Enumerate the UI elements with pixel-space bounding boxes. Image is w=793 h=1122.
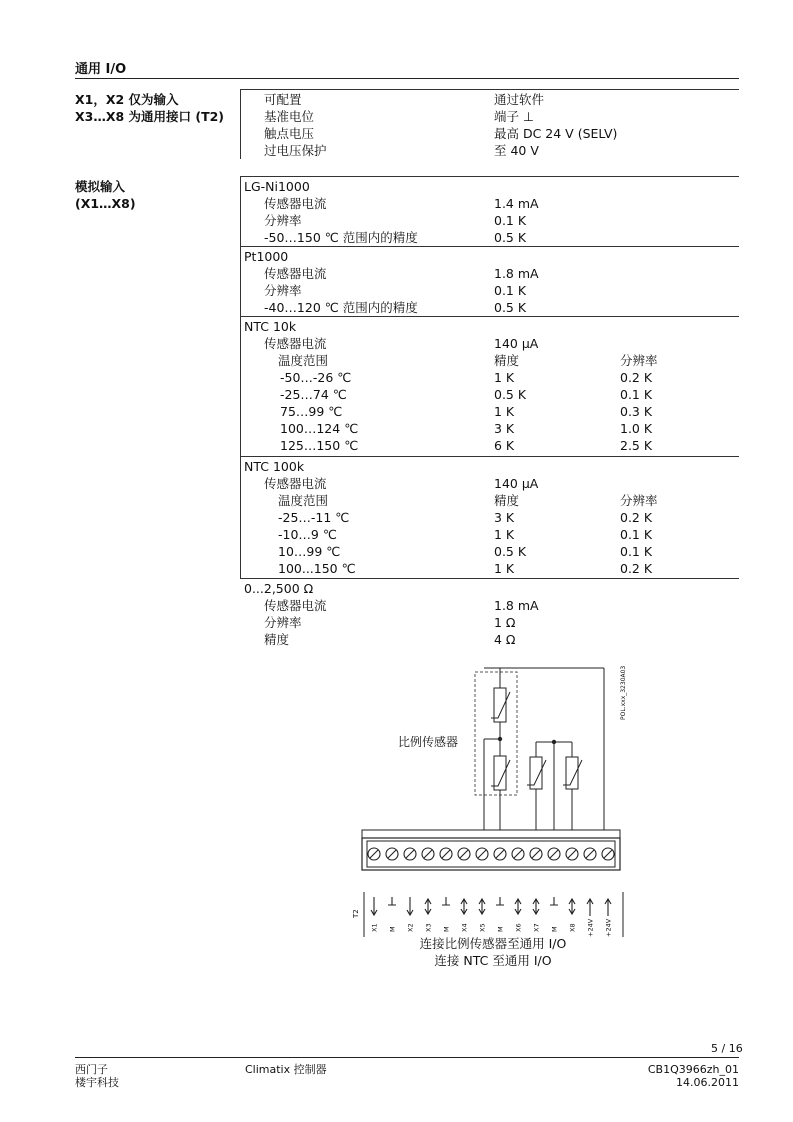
row-value: 140 µA (494, 336, 539, 351)
row-label: -50…150 ℃ 范围内的精度 (264, 230, 418, 245)
t2-label: T2 (352, 909, 360, 918)
table-divider (240, 456, 739, 457)
table-vertical-rule (240, 89, 241, 159)
row-value: 0.5 K (494, 230, 527, 245)
resolution-cell: 0.1 K (620, 544, 653, 559)
column-header: 分辨率 (620, 493, 658, 508)
row-label: 过电压保护 (264, 143, 327, 158)
terminal-screw (566, 848, 578, 860)
terminal-screw (386, 848, 398, 860)
terminal-pin (496, 897, 505, 932)
accuracy-cell: 1 K (494, 527, 515, 542)
terminal-label: M (388, 926, 397, 932)
row-value: 4 Ω (494, 632, 516, 647)
page-number: 5 / 16 (711, 1042, 743, 1055)
sensor-label: 比例传感器 (398, 735, 459, 749)
terminal-label: X3 (424, 923, 433, 932)
terminal-screw (584, 848, 596, 860)
sensor-type-name: LG-Ni1000 (244, 179, 310, 194)
column-header: 温度范围 (278, 353, 329, 368)
company-name (75, 1063, 119, 1089)
row-value: 1.8 mA (494, 266, 539, 281)
sensor-type-name: 0...2,500 Ω (244, 581, 314, 596)
table-divider (240, 176, 739, 177)
row-value: 1.8 mA (494, 598, 539, 613)
terminal-screw (404, 848, 416, 860)
row-label: 精度 (264, 632, 290, 647)
row-label: 触点电压 (264, 126, 315, 141)
page-title: 通用 I/O (75, 62, 127, 77)
terminal-screw (602, 848, 614, 860)
accuracy-cell: 1 K (494, 370, 515, 385)
row-label: 基准电位 (264, 109, 315, 124)
general-io-label-line1: X1，X2 仅为输入 (75, 92, 179, 107)
terminal-label: X8 (568, 923, 577, 932)
range-cell: -25…74 ℃ (280, 387, 347, 402)
terminal-pin (442, 897, 451, 932)
row-value: 0.1 K (494, 213, 527, 228)
footer-divider (75, 1057, 739, 1058)
table-divider (240, 316, 739, 317)
resolution-cell: 0.3 K (620, 404, 653, 419)
wiring-diagram (340, 660, 640, 940)
terminal-label: M (550, 926, 559, 932)
terminal-pin (587, 899, 595, 937)
terminal-screw (422, 848, 434, 860)
accuracy-cell: 1 K (494, 561, 515, 576)
terminal-pin (425, 899, 433, 932)
terminal-screw (476, 848, 488, 860)
terminal-screw (530, 848, 542, 860)
row-label: 传感器电流 (264, 266, 327, 281)
terminal-label: X2 (406, 923, 415, 932)
terminal-pin (479, 899, 487, 932)
terminal-pin (371, 897, 379, 932)
document-id: CB1Q3966zh_01 (647, 1063, 739, 1076)
analog-input-label (75, 178, 136, 212)
terminal-label: M (496, 926, 505, 932)
resolution-cell: 0.2 K (620, 510, 653, 525)
header-divider (75, 78, 739, 79)
terminal-pins (364, 892, 623, 937)
column-header: 精度 (494, 493, 520, 508)
product-name: Climatix 控制器 (245, 1063, 327, 1076)
general-io-label-line2: X3…X8 为通用接口 (T2) (75, 109, 225, 124)
terminal-label: X4 (460, 923, 469, 932)
range-cell: 100...150 ℃ (278, 561, 356, 576)
range-cell: -50…-26 ℃ (280, 370, 352, 385)
table-divider (240, 89, 739, 90)
terminal-screw (494, 848, 506, 860)
range-cell: -10…9 ℃ (278, 527, 337, 542)
column-header: 分辨率 (620, 353, 658, 368)
terminal-screw (440, 848, 452, 860)
terminal-label: X1 (370, 923, 379, 932)
terminal-block-top (362, 830, 620, 838)
row-value: 1.4 mA (494, 196, 539, 211)
row-label: 分辨率 (264, 283, 302, 298)
terminal-pin (515, 899, 523, 932)
terminal-label: M (442, 926, 451, 932)
resolution-cell: 1.0 K (620, 421, 653, 436)
row-value: 端子 ⊥ (494, 109, 534, 124)
sensor-type-name: NTC 10k (244, 319, 297, 334)
row-label: 分辨率 (264, 213, 302, 228)
terminal-screw (368, 848, 380, 860)
diagram-caption (313, 935, 673, 969)
drawing-code: POL.xxx_3230A03 (620, 665, 627, 720)
row-label: 传感器电流 (264, 336, 327, 351)
resolution-cell: 0.2 K (620, 370, 653, 385)
row-label: 传感器电流 (264, 196, 327, 211)
document-info (600, 1063, 739, 1089)
resolution-cell: 0.2 K (620, 561, 653, 576)
terminal-pin (550, 897, 559, 932)
terminal-label: +24V (586, 918, 595, 937)
row-value: 0.1 K (494, 283, 527, 298)
resolution-cell: 2.5 K (620, 438, 653, 453)
accuracy-cell: 3 K (494, 510, 515, 525)
row-label: 传感器电流 (264, 598, 327, 613)
range-cell: 10…99 ℃ (278, 544, 341, 559)
row-label: -40…120 ℃ 范围内的精度 (264, 300, 418, 315)
row-value: 通过软件 (494, 92, 545, 107)
terminal-label: +24V (604, 918, 613, 937)
accuracy-cell: 6 K (494, 438, 515, 453)
sensor-type-name: Pt1000 (244, 249, 289, 264)
table-vertical-rule (240, 176, 241, 579)
terminal-label: X5 (478, 923, 487, 932)
analog-input-label-line2: (X1…X8) (75, 196, 136, 211)
accuracy-cell: 0.5 K (494, 387, 527, 402)
company-line2: 楼宇科技 (75, 1076, 119, 1089)
terminal-screw (512, 848, 524, 860)
terminal-label: X6 (514, 923, 523, 932)
terminal-pin (605, 899, 613, 937)
row-label: 分辨率 (264, 615, 302, 630)
row-value: 0.5 K (494, 300, 527, 315)
row-value: 1 Ω (494, 615, 516, 630)
range-cell: -25…-11 ℃ (278, 510, 350, 525)
table-divider (240, 578, 739, 579)
caption-line2: 连接 NTC 至通用 I/O (434, 953, 552, 968)
terminal-screw (548, 848, 560, 860)
sensor-type-name: NTC 100k (244, 459, 305, 474)
row-value: 至 40 V (494, 143, 539, 158)
terminal-pin (388, 897, 397, 932)
resolution-cell: 0.1 K (620, 527, 653, 542)
row-label: 可配置 (264, 92, 302, 107)
resolution-cell: 0.1 K (620, 387, 653, 402)
terminal-pin (407, 897, 415, 932)
document-date: 14.06.2011 (676, 1076, 739, 1089)
range-cell: 100…124 ℃ (280, 421, 359, 436)
terminal-pin (569, 899, 577, 932)
accuracy-cell: 1 K (494, 404, 515, 419)
table-divider (240, 246, 739, 247)
terminal-screw (458, 848, 470, 860)
caption-line1: 连接比例传感器至通用 I/O (419, 936, 567, 951)
accuracy-cell: 0.5 K (494, 544, 527, 559)
row-value: 最高 DC 24 V (SELV) (494, 126, 618, 141)
row-value: 140 µA (494, 476, 539, 491)
range-cell: 75…99 ℃ (280, 404, 343, 419)
general-io-label (75, 91, 224, 125)
accuracy-cell: 3 K (494, 421, 515, 436)
column-header: 精度 (494, 353, 520, 368)
company-line1: 西门子 (75, 1063, 108, 1076)
range-cell: 125…150 ℃ (280, 438, 359, 453)
column-header: 温度范围 (278, 493, 329, 508)
row-label: 传感器电流 (264, 476, 327, 491)
terminal-pin (533, 899, 541, 932)
terminal-pin (461, 899, 469, 932)
analog-input-label-line1: 模拟输入 (75, 179, 126, 194)
terminal-label: X7 (532, 923, 541, 932)
